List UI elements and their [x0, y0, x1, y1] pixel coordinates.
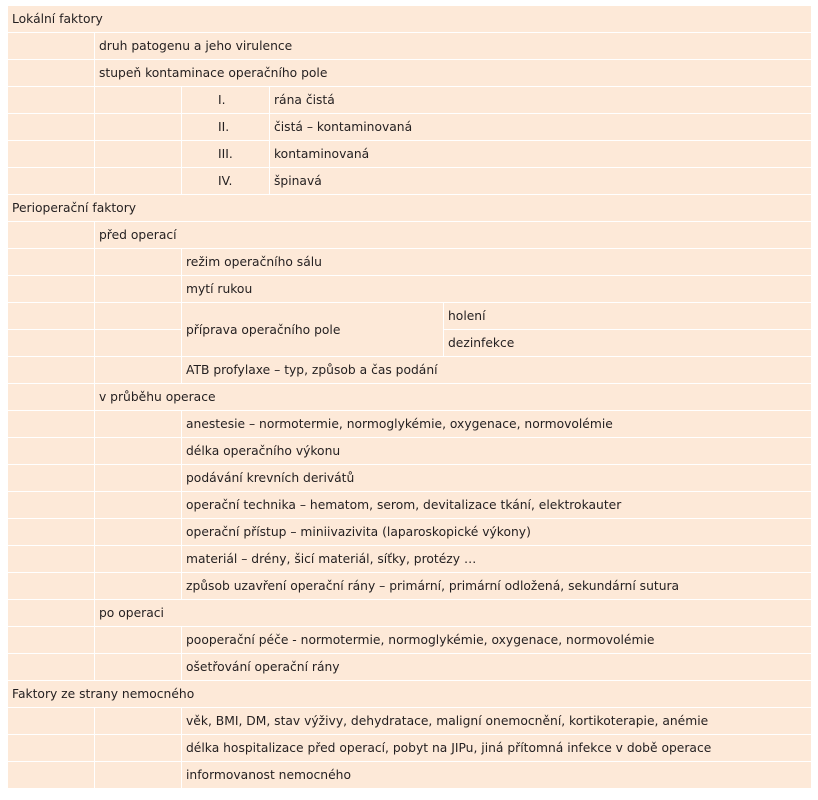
empty-cell	[95, 627, 182, 654]
phase-before-operation: před operací	[95, 222, 812, 249]
table-row	[8, 222, 812, 249]
empty-cell	[8, 249, 95, 276]
empty-cell	[95, 492, 182, 519]
empty-cell	[8, 357, 95, 384]
empty-cell	[8, 546, 95, 573]
empty-cell	[8, 762, 95, 789]
empty-cell	[95, 303, 182, 330]
table-row	[8, 438, 812, 465]
factor-item: operační přístup – miniivazivita (laparoskopické výkony)	[182, 519, 812, 546]
empty-cell	[8, 708, 95, 735]
empty-cell	[95, 276, 182, 303]
phase-after-operation: po operaci	[95, 600, 812, 627]
empty-cell	[8, 114, 95, 141]
factor-item: anestesie – normotermie, normoglykémie, oxygenace, normovolémie	[182, 411, 812, 438]
table-row	[8, 411, 812, 438]
empty-cell	[95, 357, 182, 384]
table-row	[8, 600, 812, 627]
factor-item: způsob uzavření operační rány – primární, primární odložená, sekundární sutura	[182, 573, 812, 600]
table-row	[8, 546, 812, 573]
table-row	[8, 249, 812, 276]
grade-number: III.	[182, 141, 270, 168]
empty-cell	[8, 141, 95, 168]
grade-label: špinavá	[270, 168, 812, 195]
section-row-local-factors	[8, 6, 812, 33]
empty-cell	[95, 735, 182, 762]
empty-cell	[8, 735, 95, 762]
empty-cell	[8, 168, 95, 195]
section-row-patient-factors	[8, 681, 812, 708]
factor-pathogen: druh patogenu a jeho virulence	[95, 33, 812, 60]
empty-cell	[95, 141, 182, 168]
factor-item: operační technika – hematom, serom, devitalizace tkání, elektrokauter	[182, 492, 812, 519]
empty-cell	[8, 384, 95, 411]
table-row	[8, 384, 812, 411]
table-row	[8, 303, 812, 330]
empty-cell	[8, 87, 95, 114]
section-heading-local-factors: Lokální faktory	[8, 6, 812, 33]
empty-cell	[8, 492, 95, 519]
table-row	[8, 573, 812, 600]
empty-cell	[8, 627, 95, 654]
table-row	[8, 735, 812, 762]
empty-cell	[8, 276, 95, 303]
empty-cell	[8, 60, 95, 87]
empty-cell	[95, 573, 182, 600]
empty-cell	[95, 762, 182, 789]
section-row-perioperative	[8, 195, 812, 222]
empty-cell	[95, 654, 182, 681]
factor-item: mytí rukou	[182, 276, 812, 303]
empty-cell	[95, 411, 182, 438]
table-row	[8, 33, 812, 60]
factor-item: délka operačního výkonu	[182, 438, 812, 465]
table-row	[8, 708, 812, 735]
section-heading-perioperative: Perioperační faktory	[8, 195, 812, 222]
empty-cell	[95, 249, 182, 276]
risk-factors-table-container	[7, 5, 811, 789]
empty-cell	[95, 87, 182, 114]
table-row	[8, 168, 812, 195]
field-prep-sub-item: dezinfekce	[444, 330, 812, 357]
phase-during-operation: v průběhu operace	[95, 384, 812, 411]
factor-item: věk, BMI, DM, stav výživy, dehydratace, maligní onemocnění, kortikoterapie, anémie	[182, 708, 812, 735]
empty-cell	[95, 114, 182, 141]
table-row	[8, 465, 812, 492]
table-row	[8, 519, 812, 546]
empty-cell	[95, 330, 182, 357]
grade-number: IV.	[182, 168, 270, 195]
factor-item: informovanost nemocného	[182, 762, 812, 789]
table-row	[8, 492, 812, 519]
grade-label: rána čistá	[270, 87, 812, 114]
empty-cell	[8, 303, 95, 330]
grade-label: kontaminovaná	[270, 141, 812, 168]
factor-item: materiál – drény, šicí materiál, síťky, protézy …	[182, 546, 812, 573]
table-row	[8, 627, 812, 654]
empty-cell	[95, 438, 182, 465]
factor-item: ošetřování operační rány	[182, 654, 812, 681]
table-row	[8, 60, 812, 87]
empty-cell	[8, 33, 95, 60]
table-row	[8, 141, 812, 168]
empty-cell	[8, 654, 95, 681]
risk-factors-table	[7, 5, 812, 789]
factor-item: režim operačního sálu	[182, 249, 812, 276]
table-row	[8, 357, 812, 384]
empty-cell	[95, 708, 182, 735]
grade-number: II.	[182, 114, 270, 141]
empty-cell	[8, 573, 95, 600]
empty-cell	[8, 438, 95, 465]
empty-cell	[95, 519, 182, 546]
empty-cell	[8, 222, 95, 249]
grade-number: I.	[182, 87, 270, 114]
factor-item: pooperační péče - normotermie, normoglykémie, oxygenace, normovolémie	[182, 627, 812, 654]
factor-item: délka hospitalizace před operací, pobyt na JIPu, jiná přítomná infekce v době operace	[182, 735, 812, 762]
factor-item: podávání krevních derivátů	[182, 465, 812, 492]
section-heading-patient-factors: Faktory ze strany nemocného	[8, 681, 812, 708]
grade-label: čistá – kontaminovaná	[270, 114, 812, 141]
empty-cell	[95, 546, 182, 573]
table-row	[8, 654, 812, 681]
field-prep-sub-item: holení	[444, 303, 812, 330]
factor-item: ATB profylaxe – typ, způsob a čas podání	[182, 357, 812, 384]
table-row	[8, 114, 812, 141]
table-row	[8, 762, 812, 789]
empty-cell	[8, 330, 95, 357]
empty-cell	[8, 465, 95, 492]
empty-cell	[8, 600, 95, 627]
empty-cell	[8, 519, 95, 546]
empty-cell	[8, 411, 95, 438]
empty-cell	[95, 168, 182, 195]
factor-item-field-preparation: příprava operačního pole	[182, 303, 444, 357]
factor-contamination: stupeň kontaminace operačního pole	[95, 60, 812, 87]
empty-cell	[95, 465, 182, 492]
table-row	[8, 276, 812, 303]
table-row	[8, 87, 812, 114]
